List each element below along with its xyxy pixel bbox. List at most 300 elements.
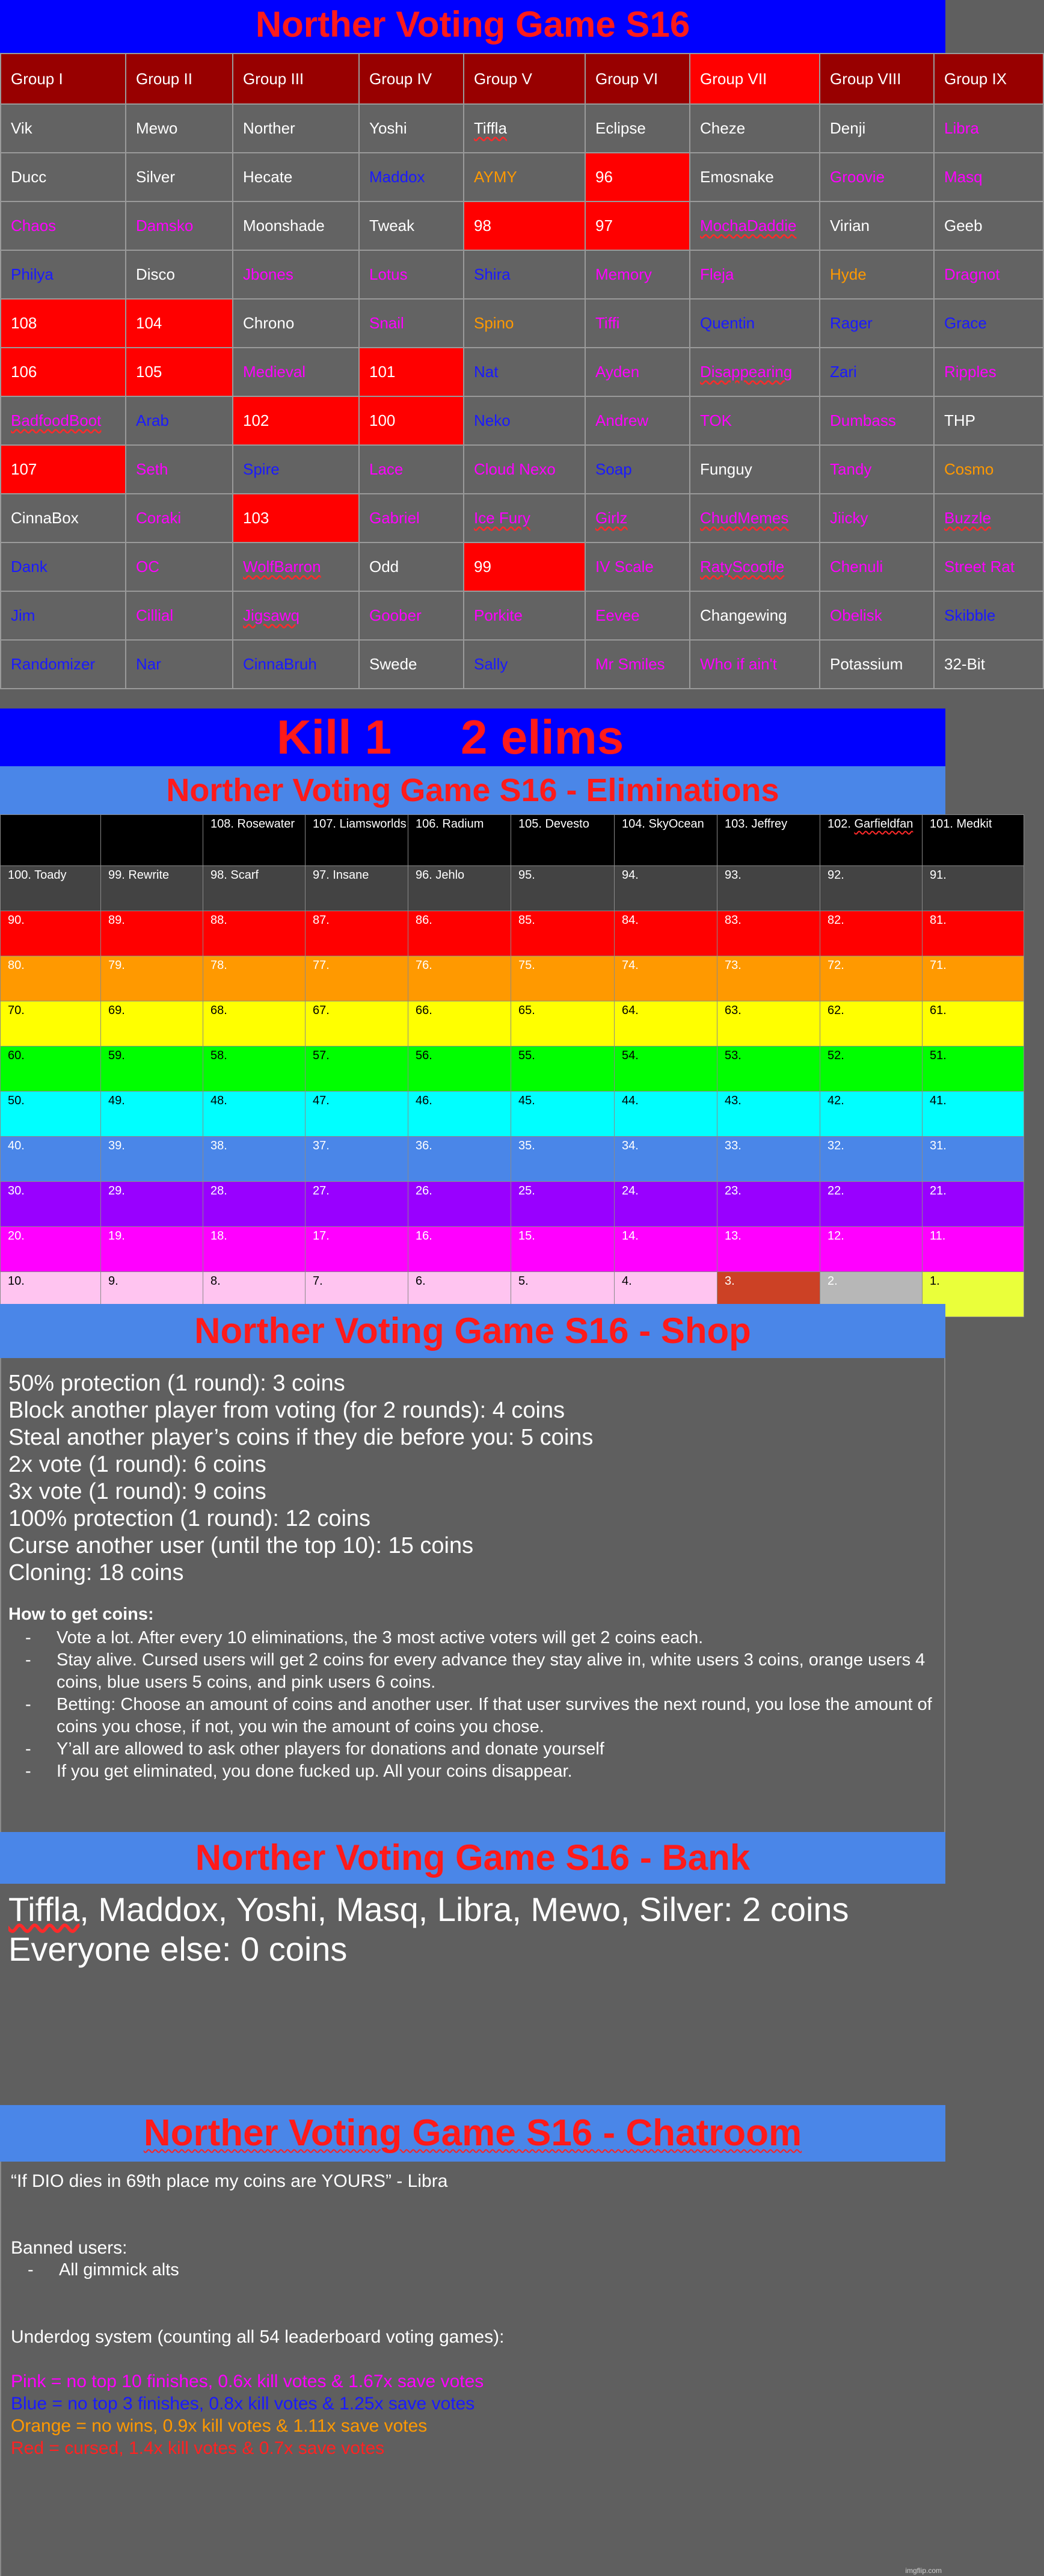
player-name: ChudMemes	[700, 509, 789, 527]
elim-cell: 24.	[615, 1182, 717, 1227]
player-name: Chaos	[11, 217, 57, 235]
player-cell	[126, 543, 233, 591]
player-cell	[359, 445, 464, 494]
player-name: Randomizer	[11, 655, 96, 673]
group-row	[1, 104, 1043, 153]
elim-cell: 38.	[203, 1137, 306, 1182]
player-cell	[690, 591, 820, 640]
elim-cell: 78.	[203, 956, 306, 1001]
player-cell	[464, 640, 585, 689]
elim-cell: 49.	[101, 1092, 203, 1137]
elim-cell: 75.	[511, 956, 615, 1001]
player-cell	[585, 201, 690, 250]
player-cell	[126, 104, 233, 153]
player-name: 105	[136, 363, 162, 381]
player-name: Snail	[369, 314, 404, 332]
group-header-4: Group IV	[359, 54, 464, 104]
player-cell	[820, 543, 934, 591]
elim-cell: 3.	[717, 1272, 820, 1317]
player-name: Virian	[830, 217, 870, 235]
player-name: Memory	[595, 265, 652, 283]
elim-cell: 97. Insane	[306, 866, 408, 911]
elim-cell: 56.	[408, 1047, 511, 1092]
elim-cell: 15.	[511, 1227, 615, 1272]
player-name: BadfoodBoot	[11, 411, 102, 429]
kill-banner	[0, 709, 945, 766]
player-cell	[934, 348, 1043, 396]
player-cell	[1, 445, 126, 494]
player-name: Funguy	[700, 460, 752, 478]
chatroom-title	[0, 2105, 945, 2162]
player-name: 103	[243, 509, 269, 527]
player-cell	[126, 348, 233, 396]
player-name: Porkite	[474, 606, 523, 624]
banned-item: - All gimmick alts	[11, 2259, 936, 2281]
player-name: Rager	[830, 314, 873, 332]
shop-title-bar	[0, 1304, 945, 1358]
player-name: Soap	[595, 460, 632, 478]
player-name: Jigsawq	[243, 606, 299, 624]
underdog-line: Blue = no top 3 finishes, 0.8x kill votes & 1.25x save votes	[11, 2394, 475, 2414]
player-name: Yoshi	[369, 119, 407, 137]
player-name: Eclipse	[595, 119, 646, 137]
elim-row	[1, 956, 1024, 1001]
player-name: Eevee	[595, 606, 640, 624]
player-cell	[1, 494, 126, 543]
elim-cell: 59.	[101, 1047, 203, 1092]
player-name: Lace	[369, 460, 404, 478]
player-cell	[233, 250, 359, 299]
elim-cell: 32.	[820, 1137, 923, 1182]
player-name: Andrew	[595, 411, 649, 429]
player-cell	[359, 299, 464, 348]
elim-cell: 50.	[1, 1092, 101, 1137]
player-name: Zari	[830, 363, 857, 381]
elim-cell: 42.	[820, 1092, 923, 1137]
elim-cell: 23.	[717, 1182, 820, 1227]
player-cell	[126, 445, 233, 494]
elim-cell: 87.	[306, 911, 408, 956]
elim-cell: 51.	[923, 1047, 1024, 1092]
elim-cell: 72.	[820, 956, 923, 1001]
player-name: Potassium	[830, 655, 903, 673]
player-name: AYMY	[474, 168, 517, 186]
player-cell	[690, 299, 820, 348]
player-name: Dumbass	[830, 411, 896, 429]
player-name: Tiffi	[595, 314, 620, 332]
elim-cell: 27.	[306, 1182, 408, 1227]
player-name: Hyde	[830, 265, 867, 283]
player-name: 96	[595, 168, 613, 186]
player-cell	[126, 494, 233, 543]
elim-row	[1, 866, 1024, 911]
player-cell	[1, 348, 126, 396]
player-cell	[233, 591, 359, 640]
player-name: CinnaBox	[11, 509, 79, 527]
elim-cell: 101. Medkit	[923, 815, 1024, 866]
elim-cell: 60.	[1, 1047, 101, 1092]
player-name: Tweak	[369, 217, 415, 235]
player-cell	[690, 396, 820, 445]
elim-cell: 17.	[306, 1227, 408, 1272]
elim-cell: 48.	[203, 1092, 306, 1137]
elim-cell: 83.	[717, 911, 820, 956]
bank-title: Norther Voting Game S16 - Bank	[195, 1837, 751, 1878]
player-cell	[820, 591, 934, 640]
how-to-get-coins-list	[8, 1627, 937, 1783]
player-cell	[585, 153, 690, 201]
elim-cell: 55.	[511, 1047, 615, 1092]
elim-cell: 84.	[615, 911, 717, 956]
player-cell	[233, 299, 359, 348]
player-name: 32-Bit	[944, 655, 985, 673]
elim-cell: 69.	[101, 1001, 203, 1047]
page-title-text: Norther Voting Game S16	[255, 4, 690, 45]
elim-cell: 14.	[615, 1227, 717, 1272]
player-cell	[585, 640, 690, 689]
player-name: Cosmo	[944, 460, 994, 478]
player-cell	[359, 543, 464, 591]
player-cell	[820, 299, 934, 348]
player-cell	[585, 591, 690, 640]
player-cell	[464, 299, 585, 348]
player-cell	[820, 348, 934, 396]
player-name: 98	[474, 217, 491, 235]
kill-round-label: Kill 1	[277, 710, 392, 764]
group-header-9: Group IX	[934, 54, 1043, 104]
group-row	[1, 396, 1043, 445]
player-cell	[820, 396, 934, 445]
elim-cell: 22.	[820, 1182, 923, 1227]
chat-quote: “If DIO dies in 69th place my coins are YOURS” - Libra	[11, 2171, 448, 2191]
underdog-line: Red = cursed, 1.4x kill votes & 0.7x save votes	[11, 2438, 385, 2458]
player-cell	[690, 494, 820, 543]
player-cell	[359, 104, 464, 153]
elim-row	[1, 911, 1024, 956]
elim-cell: 94.	[615, 866, 717, 911]
elim-cell: 89.	[101, 911, 203, 956]
player-cell	[464, 543, 585, 591]
elim-cell: 58.	[203, 1047, 306, 1092]
player-name: Arab	[136, 411, 169, 429]
player-cell	[359, 153, 464, 201]
eliminations-table	[0, 814, 1024, 1317]
player-name: 104	[136, 314, 162, 332]
coin-rule: - If you get eliminated, you done fucked up. All your coins disappear.	[8, 1760, 937, 1783]
player-name: Nar	[136, 655, 161, 673]
elim-cell: 76.	[408, 956, 511, 1001]
player-cell	[464, 153, 585, 201]
elim-cell: 54.	[615, 1047, 717, 1092]
player-name: 100	[369, 411, 396, 429]
player-name: Geeb	[944, 217, 983, 235]
player-cell	[359, 494, 464, 543]
elim-row	[1, 1092, 1024, 1137]
main-title-bar	[0, 0, 945, 53]
elim-cell: 8.	[203, 1272, 306, 1317]
group-header-8: Group VIII	[820, 54, 934, 104]
player-cell	[1, 640, 126, 689]
player-cell	[934, 299, 1043, 348]
player-name: Odd	[369, 558, 399, 576]
player-cell	[585, 543, 690, 591]
player-cell	[359, 640, 464, 689]
elim-cell: 93.	[717, 866, 820, 911]
player-name: 106	[11, 363, 37, 381]
shop-items-list	[8, 1370, 937, 1587]
player-name: 108	[11, 314, 37, 332]
player-name: Buzzle	[944, 509, 992, 527]
elim-cell: 62.	[820, 1001, 923, 1047]
player-name: 102	[243, 411, 269, 429]
elim-cell: 16.	[408, 1227, 511, 1272]
elim-row	[1, 1047, 1024, 1092]
player-cell	[464, 250, 585, 299]
shop-item: Curse another user (until the top 10): 15 coins	[8, 1533, 474, 1558]
player-name: OC	[136, 558, 159, 576]
page-title	[0, 0, 945, 49]
player-name: Cloud Nexo	[474, 460, 556, 478]
elim-cell: 5.	[511, 1272, 615, 1317]
player-name: Chrono	[243, 314, 295, 332]
player-cell	[233, 494, 359, 543]
group-header-6: Group VI	[585, 54, 690, 104]
group-row	[1, 640, 1043, 689]
player-cell	[690, 250, 820, 299]
player-name: TOK	[700, 411, 732, 429]
player-cell	[126, 396, 233, 445]
player-name: Disco	[136, 265, 176, 283]
elim-cell: 35.	[511, 1137, 615, 1182]
elim-cell: 96. Jehlo	[408, 866, 511, 911]
player-cell	[1, 543, 126, 591]
group-header-3: Group III	[233, 54, 359, 104]
group-row	[1, 494, 1043, 543]
player-name: Lotus	[369, 265, 408, 283]
player-name: Swede	[369, 655, 417, 673]
elim-cell: 95.	[511, 866, 615, 911]
how-to-get-coins-title: How to get coins:	[8, 1605, 154, 1624]
player-name: Changewing	[700, 606, 787, 624]
elim-cell: 82.	[820, 911, 923, 956]
player-cell	[233, 445, 359, 494]
group-header-2: Group II	[126, 54, 233, 104]
player-cell	[464, 396, 585, 445]
player-name: Street Rat	[944, 558, 1015, 576]
player-name: Hecate	[243, 168, 293, 186]
player-cell	[690, 104, 820, 153]
elim-row	[1, 1182, 1024, 1227]
elim-cell: 104. SkyOcean	[615, 815, 717, 866]
elim-cell: 107. Liamsworlds	[306, 815, 408, 866]
bank-title-bar	[0, 1832, 945, 1884]
player-cell	[1, 104, 126, 153]
elim-cell: 100. Toady	[1, 866, 101, 911]
player-name: Mewo	[136, 119, 178, 137]
player-cell	[934, 640, 1043, 689]
elim-cell: 63.	[717, 1001, 820, 1047]
player-name: Chenuli	[830, 558, 883, 576]
elim-cell: 65.	[511, 1001, 615, 1047]
elim-cell: 81.	[923, 911, 1024, 956]
player-cell	[690, 543, 820, 591]
elim-cell: 44.	[615, 1092, 717, 1137]
elim-cell	[101, 815, 203, 866]
elim-cell: 52.	[820, 1047, 923, 1092]
player-name: Ripples	[944, 363, 996, 381]
eliminations-title: Norther Voting Game S16 - Eliminations	[166, 772, 779, 808]
player-cell	[126, 250, 233, 299]
player-cell	[359, 201, 464, 250]
group-row	[1, 543, 1043, 591]
player-name: RatyScoofle	[700, 558, 785, 576]
player-name: 101	[369, 363, 396, 381]
player-cell	[233, 201, 359, 250]
elim-cell: 68.	[203, 1001, 306, 1047]
shop-item: 100% protection (1 round): 12 coins	[8, 1506, 371, 1531]
player-name: Libra	[944, 119, 979, 137]
player-cell	[126, 201, 233, 250]
elim-cell: 46.	[408, 1092, 511, 1137]
player-cell	[1, 201, 126, 250]
elim-cell: 9.	[101, 1272, 203, 1317]
elim-cell: 74.	[615, 956, 717, 1001]
player-cell	[934, 445, 1043, 494]
elim-cell: 98. Scarf	[203, 866, 306, 911]
elim-cell: 34.	[615, 1137, 717, 1182]
player-name: Skibble	[944, 606, 996, 624]
player-name: Quentin	[700, 314, 755, 332]
elim-cell: 103. Jeffrey	[717, 815, 820, 866]
elim-cell: 20.	[1, 1227, 101, 1272]
player-cell	[1, 299, 126, 348]
player-cell	[233, 348, 359, 396]
player-name: Masq	[944, 168, 983, 186]
player-name: CinnaBruh	[243, 655, 317, 673]
eliminations-title-bar	[0, 766, 945, 814]
player-name: Tandy	[830, 460, 872, 478]
player-cell	[934, 591, 1043, 640]
player-name: Ice Fury	[474, 509, 530, 527]
shop-title: Norther Voting Game S16 - Shop	[194, 1311, 751, 1351]
player-cell	[233, 396, 359, 445]
player-name: Vik	[11, 119, 32, 137]
player-cell	[934, 153, 1043, 201]
elim-cell: 91.	[923, 866, 1024, 911]
player-name: Philya	[11, 265, 54, 283]
shop-item: 2x vote (1 round): 6 coins	[8, 1452, 266, 1477]
groups-table	[0, 53, 1044, 689]
player-name: WolfBarron	[243, 558, 321, 576]
player-name: 97	[595, 217, 613, 235]
group-row	[1, 153, 1043, 201]
elim-cell: 19.	[101, 1227, 203, 1272]
coin-rule: - Betting: Choose an amount of coins and another user. If that user survives the next round, you lose the amount of coins you chose, if not, you win the amount of coins you chose.	[8, 1694, 937, 1738]
player-name: Grace	[944, 314, 987, 332]
player-name: Girlz	[595, 509, 628, 527]
player-cell	[820, 640, 934, 689]
elim-cell: 57.	[306, 1047, 408, 1092]
shop-panel	[0, 1358, 945, 1832]
elim-cell: 10.	[1, 1272, 101, 1317]
elim-cell: 92.	[820, 866, 923, 911]
player-cell	[233, 543, 359, 591]
player-name: Groovie	[830, 168, 885, 186]
elim-header-row	[1, 815, 1024, 866]
elim-cell: 71.	[923, 956, 1024, 1001]
elim-cell: 40.	[1, 1137, 101, 1182]
elim-cell: 28.	[203, 1182, 306, 1227]
player-name: THP	[944, 411, 975, 429]
elim-cell: 66.	[408, 1001, 511, 1047]
elim-cell: 41.	[923, 1092, 1024, 1137]
elim-cell: 31.	[923, 1137, 1024, 1182]
bank-line-1-rest: , Maddox, Yoshi, Masq, Libra, Mewo, Silver: 2 coins	[79, 1890, 849, 1928]
player-name: Norther	[243, 119, 295, 137]
player-name: Goober	[369, 606, 422, 624]
player-name: Jbones	[243, 265, 293, 283]
banned-users-list	[11, 2259, 936, 2281]
elim-cell: 99. Rewrite	[101, 866, 203, 911]
player-name: Medieval	[243, 363, 306, 381]
player-cell	[934, 396, 1043, 445]
player-name: Dank	[11, 558, 48, 576]
elims-count-label: 2 elims	[461, 710, 624, 764]
player-cell	[464, 445, 585, 494]
elim-cell: 37.	[306, 1137, 408, 1182]
elim-cell: 12.	[820, 1227, 923, 1272]
elim-cell: 4.	[615, 1272, 717, 1317]
elim-cell: 70.	[1, 1001, 101, 1047]
elim-cell: 45.	[511, 1092, 615, 1137]
banned-users-title: Banned users:	[11, 2238, 127, 2258]
elim-cell: 86.	[408, 911, 511, 956]
player-name: MochaDaddie	[700, 217, 797, 235]
player-name: Sally	[474, 655, 508, 673]
player-name: Fleja	[700, 265, 734, 283]
player-name: Dragnot	[944, 265, 1000, 283]
player-cell	[359, 250, 464, 299]
group-row	[1, 348, 1043, 396]
player-cell	[1, 250, 126, 299]
elim-cell: 67.	[306, 1001, 408, 1047]
elim-cell: 61.	[923, 1001, 1024, 1047]
player-cell	[1, 396, 126, 445]
player-name: Ducc	[11, 168, 47, 186]
player-cell	[690, 201, 820, 250]
elim-cell: 30.	[1, 1182, 101, 1227]
elim-cell: 21.	[923, 1182, 1024, 1227]
elim-row	[1, 1001, 1024, 1047]
player-name: Cillial	[136, 606, 174, 624]
elim-cell: 105. Devesto	[511, 815, 615, 866]
chatroom-title-text: Norther Voting Game S16 - Chatroom	[143, 2112, 802, 2154]
player-cell	[820, 153, 934, 201]
player-cell	[820, 445, 934, 494]
elim-cell: 6.	[408, 1272, 511, 1317]
player-name: Obelisk	[830, 606, 882, 624]
player-cell	[464, 201, 585, 250]
group-row	[1, 445, 1043, 494]
group-row	[1, 201, 1043, 250]
player-cell	[934, 543, 1043, 591]
group-header-7: Group VII	[690, 54, 820, 104]
player-cell	[1, 153, 126, 201]
elim-cell: 80.	[1, 956, 101, 1001]
player-cell	[126, 591, 233, 640]
chatroom-panel	[0, 2162, 945, 2576]
underdog-lines	[11, 2370, 936, 2459]
